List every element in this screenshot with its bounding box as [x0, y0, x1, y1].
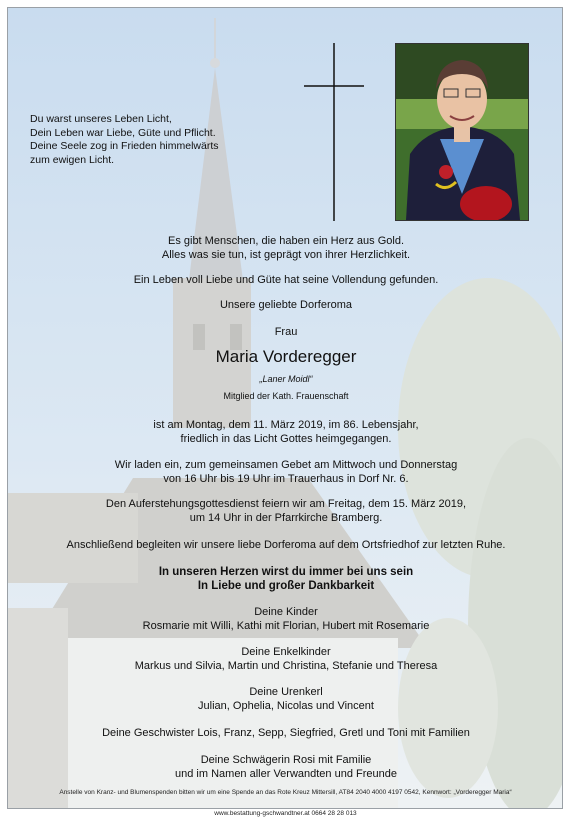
role: Unsere geliebte Dorferoma	[219, 299, 353, 311]
nickname: „Laner Moidl“	[259, 374, 313, 384]
mourner-names: und im Namen aller Verwandten und Freunde	[175, 768, 397, 780]
service-line: um 14 Uhr in der Pfarrkirche Bramberg.	[189, 512, 383, 524]
salutation: Frau	[274, 326, 298, 338]
funeral-home-contact: www.bestattung-gschwandtner.at 0664 28 28 013	[214, 810, 357, 817]
poem-line: zum ewigen Licht.	[30, 153, 115, 166]
death-notice	[8, 418, 563, 446]
mourners-children	[8, 605, 563, 633]
mourner-label: Deine Urenkerl	[249, 686, 323, 698]
prayer-invitation	[8, 458, 563, 486]
closing-line: In Liebe und großer Dankbarkeit	[197, 580, 375, 592]
intro-line: Alles was sie tun, ist geprägt von ihrer Herzlichkeit.	[161, 249, 411, 261]
motto: Ein Leben voll Liebe und Güte hat seine Vollendung gefunden.	[133, 274, 439, 286]
service-line: Den Auferstehungsgottesdienst feiern wir am Freitag, dem 15. März 2019,	[105, 498, 467, 510]
mourner-names: Rosmarie mit Willi, Kathi mit Florian, Hubert mit Rosemarie	[142, 620, 430, 632]
closing-line: In unseren Herzen wirst du immer bei uns sein	[158, 566, 414, 578]
burial-info: Anschließend begleiten wir unsere liebe Dorferoma auf dem Ortsfriedhof zur letzten Ruhe.	[66, 539, 506, 551]
service-info	[8, 497, 563, 525]
prayer-line: Wir laden ein, zum gemeinsamen Gebet am Mittwoch und Donnerstag	[114, 459, 458, 471]
deceased-name: Maria Vorderegger	[215, 347, 357, 366]
mourners-great-grandchildren	[8, 685, 563, 713]
death-line: friedlich in das Licht Gottes heimgegangen.	[180, 433, 392, 445]
mourners-siblings: Deine Geschwister Lois, Franz, Sepp, Siegfried, Gretl und Toni mit Familien	[102, 727, 470, 739]
mourner-label: Deine Schwägerin Rosi mit Familie	[200, 754, 372, 766]
poem	[30, 113, 219, 167]
intro-line: Es gibt Menschen, die haben ein Herz aus Gold.	[167, 235, 405, 247]
mourners-relatives	[8, 753, 563, 781]
closing	[8, 565, 563, 593]
death-line: ist am Montag, dem 11. März 2019, im 86. Lebensjahr,	[153, 419, 419, 431]
membership: Mitglied der Kath. Frauenschaft	[223, 391, 349, 401]
poem-line: Dein Leben war Liebe, Güte und Pflicht.	[30, 126, 216, 139]
mourner-names: Markus und Silvia, Martin und Christina, Stefanie und Theresa	[134, 660, 438, 672]
intro	[8, 234, 563, 262]
cross-icon	[304, 43, 364, 221]
mourner-names: Julian, Ophelia, Nicolas und Vincent	[198, 700, 374, 712]
donation-note: Anstelle von Kranz- und Blumenspenden bitten wir um eine Spende an das Rote Kreuz Mittersill, AT84 2040 4000 4197 0542, Kennwort: „Vorderegger Maria“	[59, 789, 512, 796]
prayer-line: von 16 Uhr bis 19 Uhr im Trauerhaus in Dorf Nr. 6.	[163, 473, 409, 485]
poem-line: Du warst unseres Leben Licht,	[30, 113, 172, 125]
portrait-photo	[395, 43, 529, 221]
poem-line: Deine Seele zog in Frieden himmelwärts	[30, 140, 219, 152]
mourner-label: Deine Enkelkinder	[241, 646, 331, 658]
obituary-card	[7, 7, 563, 809]
mourners-grandchildren	[8, 645, 563, 673]
mourner-label: Deine Kinder	[254, 606, 318, 618]
